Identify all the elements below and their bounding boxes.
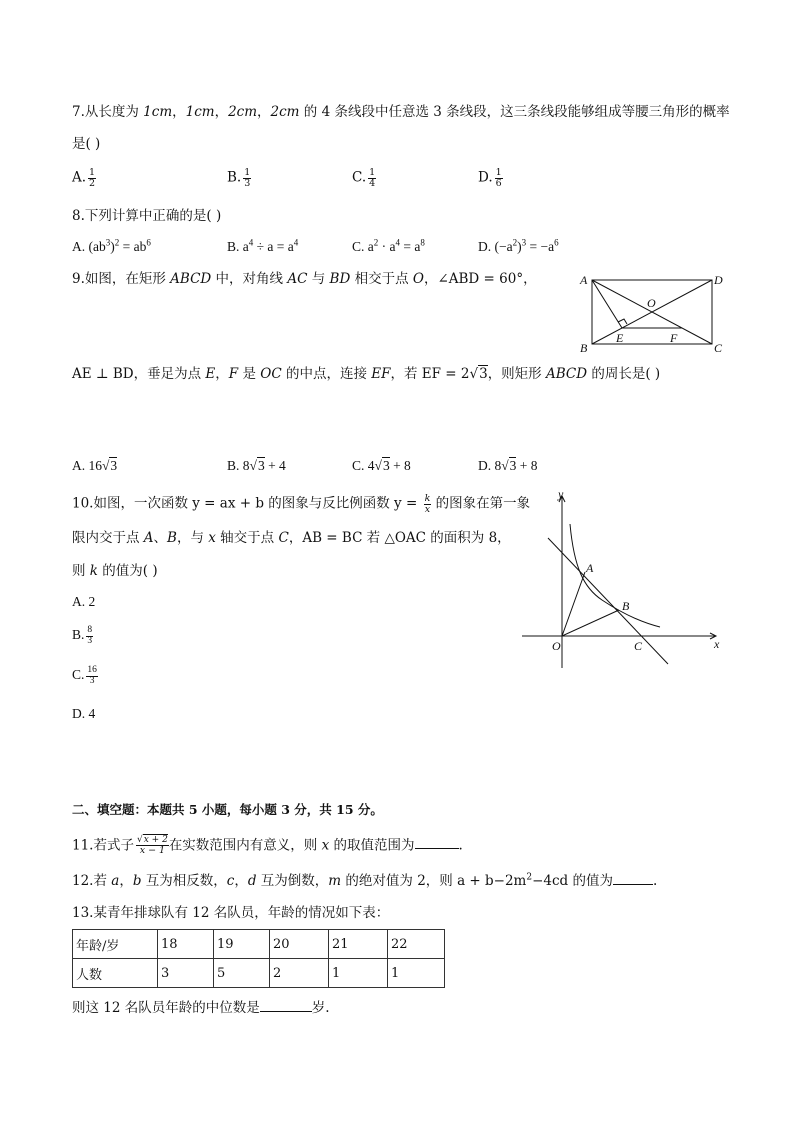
table-cell: 20: [270, 930, 329, 959]
label-y-axis: y: [558, 488, 564, 501]
table-row: [73, 959, 445, 988]
table-cell: 2: [270, 959, 329, 988]
q8-option-c[interactable]: C. $a^2 \cdot a^4 = a^8$: [352, 237, 425, 254]
table-cell: 1: [329, 959, 388, 988]
q9-option-b[interactable]: B. 8√3 + 4: [227, 458, 286, 473]
q13-stem: 13.某青年排球队有 12 名队员，年龄的情况如下表：: [72, 905, 390, 921]
label-e: E: [616, 331, 624, 345]
q13-age-table: [72, 929, 445, 988]
q11-stem: 11.若式子 $\frac{√x + 2}{x - 1}$ 在实数范围内有意义，则 x 的取值范围为 .: [72, 835, 463, 856]
q7-option-a[interactable]: A. $\frac{1}{2}$: [72, 167, 96, 189]
q12-answer-blank[interactable]: [613, 874, 653, 885]
label-c: C: [714, 341, 723, 355]
fraction: $\frac{√x + 2}{x - 1}$: [136, 835, 168, 856]
table-cell: 18: [158, 930, 214, 959]
q10-option-d[interactable]: D. 4: [72, 706, 96, 721]
segment-ob: [562, 610, 619, 636]
table-cell: 5: [214, 959, 270, 988]
table-cell: 人数: [73, 959, 158, 988]
q8-stem: 8.下列计算中正确的是( ): [72, 208, 222, 224]
table-row: [73, 930, 445, 959]
q7-stem-line2: 是( ): [72, 136, 101, 152]
q7-stem-line1: 7.从长度为 1cm，1cm，2cm，2cm 的 4 条线段中任意选 3 条线段，这三条线段能够组成等腰三角形的概率: [72, 104, 730, 120]
segment-ae: [592, 280, 622, 328]
label-f: F: [670, 331, 678, 345]
label-d: D: [714, 273, 723, 287]
q8-option-a[interactable]: A. $(ab^3)^2 = ab^6$: [72, 237, 151, 254]
q10-stem-line1: 10.如图，一次函数 y = ax + b 的图象与反比例函数 y = $\frac{k}{x}$ 的图象在第一象: [72, 493, 531, 515]
q7-option-b[interactable]: B. $\frac{1}{3}$: [227, 167, 251, 189]
q10-stem-line2: 限内交于点 A、B，与 x 轴交于点 C，AB = BC 若 △OAC 的面积为 8，: [72, 530, 511, 546]
linear-function-line: [548, 538, 668, 664]
label-x-axis: x: [714, 637, 720, 651]
fraction: $\frac{1}{4}$: [369, 167, 376, 189]
q8-option-d[interactable]: D. $(-a^2)^3 = -a^6$: [478, 237, 559, 254]
table-cell: 22: [388, 930, 445, 959]
section-2-heading: 二、填空题：本题共 5 小题，每小题 3 分，共 15 分。: [72, 802, 383, 817]
q10-option-b[interactable]: B. $\frac{8}{3}$: [72, 625, 93, 646]
label-b: B: [580, 341, 588, 355]
fraction: $\frac{k}{x}$: [424, 493, 431, 515]
label-c: C: [634, 639, 643, 653]
label-o: O: [552, 639, 561, 653]
table-cell: 3: [158, 959, 214, 988]
label-a: A: [580, 273, 588, 287]
q9-stem-line2: AE ⊥ BD，垂足为点 E，F 是 OC 的中点，连接 EF，若 EF = 2√3，则矩形 ABCD 的周长是( ): [72, 366, 661, 382]
q9-stem-line1: 9.如图，在矩形 ABCD 中，对角线 AC 与 BD 相交于点 O，∠ABD = 60°，: [72, 271, 537, 287]
fraction: $\frac{8}{3}$: [87, 625, 93, 646]
table-cell: 21: [329, 930, 388, 959]
label-b: B: [622, 599, 630, 613]
label-a: A: [586, 561, 594, 575]
q10-option-c[interactable]: C. $\frac{16}{3}$: [72, 665, 97, 686]
table-cell: 19: [214, 930, 270, 959]
segment-oa: [562, 572, 585, 636]
table-cell: 1: [388, 959, 445, 988]
fraction: $\frac{1}{6}$: [495, 167, 502, 189]
q13-answer-blank[interactable]: [260, 1001, 312, 1012]
label-o: O: [647, 296, 656, 310]
q9-option-a[interactable]: A. 16√3: [72, 458, 118, 473]
q10-option-a[interactable]: A. 2: [72, 594, 96, 609]
q10-stem-line3: 则 k 的值为( ): [72, 563, 158, 579]
table-cell: 年龄/岁: [73, 930, 158, 959]
q9-option-c[interactable]: C. 4√3 + 8: [352, 458, 411, 473]
q8-option-b[interactable]: B. $a^4 \div a = a^4$: [227, 237, 299, 254]
fraction: $\frac{1}{2}$: [89, 167, 96, 189]
q12-stem: 12.若 a，b 互为相反数，c，d 互为倒数，m 的绝对值为 2，则 $a + b-2m^2-4cd$ 的值为 .: [72, 872, 658, 889]
fraction: $\frac{1}{3}$: [244, 167, 251, 189]
q13-answer-line: 则这 12 名队员年龄的中位数是 岁.: [72, 1000, 330, 1016]
q10-function-graph: [518, 488, 730, 674]
q9-rectangle-figure: [572, 268, 732, 360]
q9-option-d[interactable]: D. 8√3 + 8: [478, 458, 538, 473]
fraction: $\frac{16}{3}$: [87, 665, 97, 686]
q7-option-c[interactable]: C. $\frac{1}{4}$: [352, 167, 376, 189]
q7-option-d[interactable]: D. $\frac{1}{6}$: [478, 167, 502, 189]
q11-answer-blank[interactable]: [415, 838, 459, 849]
